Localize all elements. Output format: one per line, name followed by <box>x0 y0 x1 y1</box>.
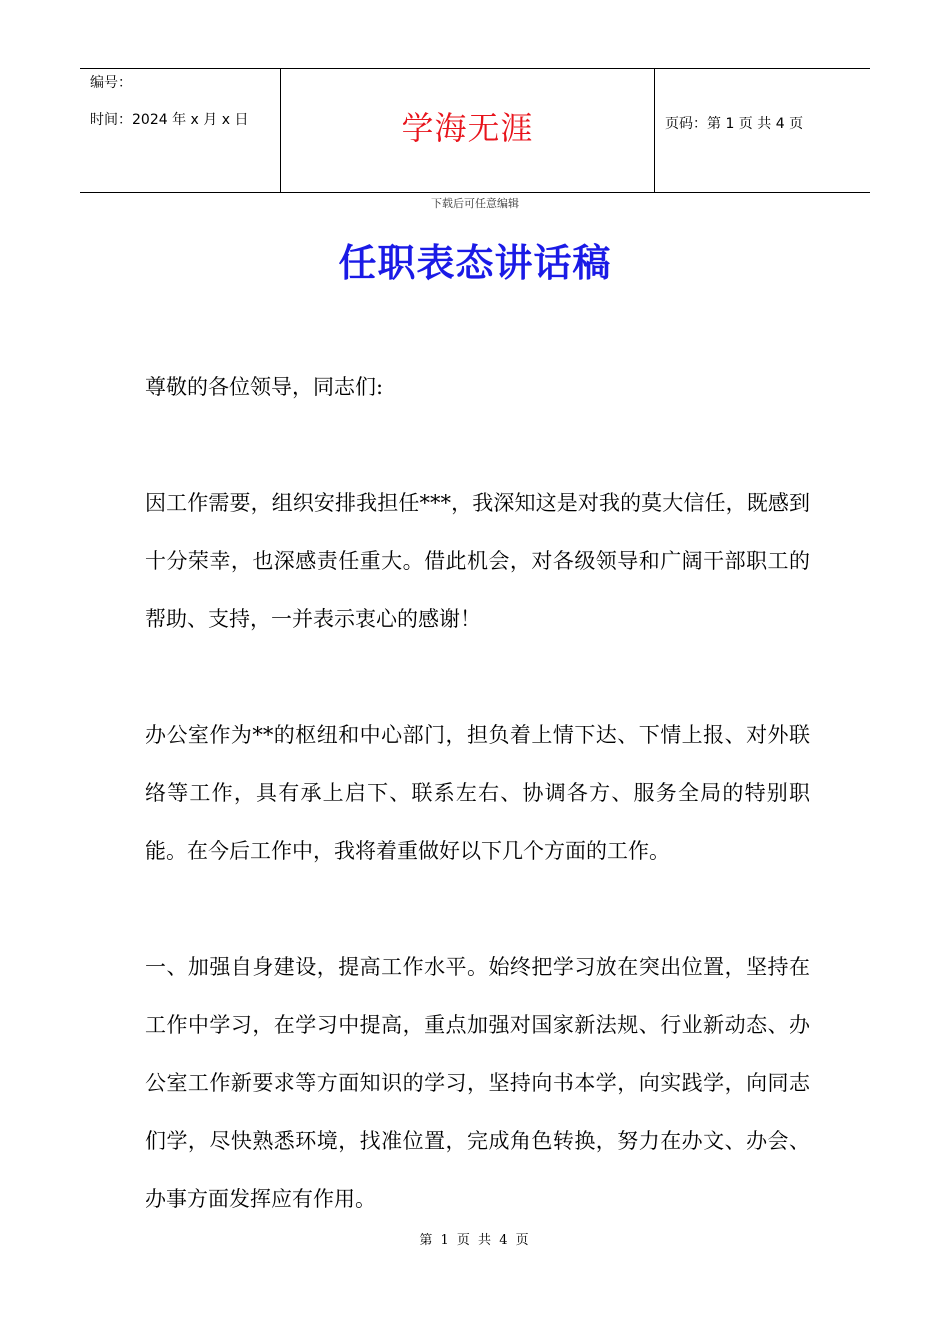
header-right-cell <box>655 69 870 192</box>
edit-note: 下载后可任意编辑 <box>431 197 519 210</box>
date-label: 时间：2024 年 x 月 x 日 <box>90 112 249 128</box>
body-paragraph: 因工作需要，组织安排我担任***，我深知这是对我的莫大信任，既感到十分荣幸，也深感责任重大。借此机会，对各级领导和广阔干部职工的帮助、支持，一并表示衷心的感谢！ <box>145 491 810 631</box>
page-footer: 第 1 页 共 4 页 <box>419 1233 531 1248</box>
body-paragraph: 一、加强自身建设，提高工作水平。始终把学习放在突出位置，坚持在工作中学习，在学习中提高，重点加强对国家新法规、行业新动态、办公室工作新要求等方面知识的学习，坚持向书本学，向实践学，向同志们学，尽快熟悉环境，找准位置，完成角色转换，努力在办文、办会、办事方面发挥应有作用。 <box>145 955 810 1211</box>
header-left-cell <box>80 69 281 192</box>
document-body <box>145 358 810 1228</box>
brand-logo-text: 学海无涯 <box>401 109 534 147</box>
document-title: 任职表态讲话稿 <box>338 241 612 285</box>
serial-number-label: 编号： <box>90 75 132 91</box>
body-paragraph: 办公室作为**的枢纽和中心部门，担负着上情下达、下情上报、对外联络等工作，具有承上启下、联系左右、协调各方、服务全局的特别职能。在今后工作中，我将着重做好以下几个方面的工作。 <box>145 723 810 863</box>
page-info-label: 页码：第 1 页 共 4 页 <box>665 116 804 132</box>
document-header-table <box>80 68 870 193</box>
header-middle-cell <box>281 69 655 192</box>
salutation-paragraph: 尊敬的各位领导，同志们: <box>145 375 384 399</box>
